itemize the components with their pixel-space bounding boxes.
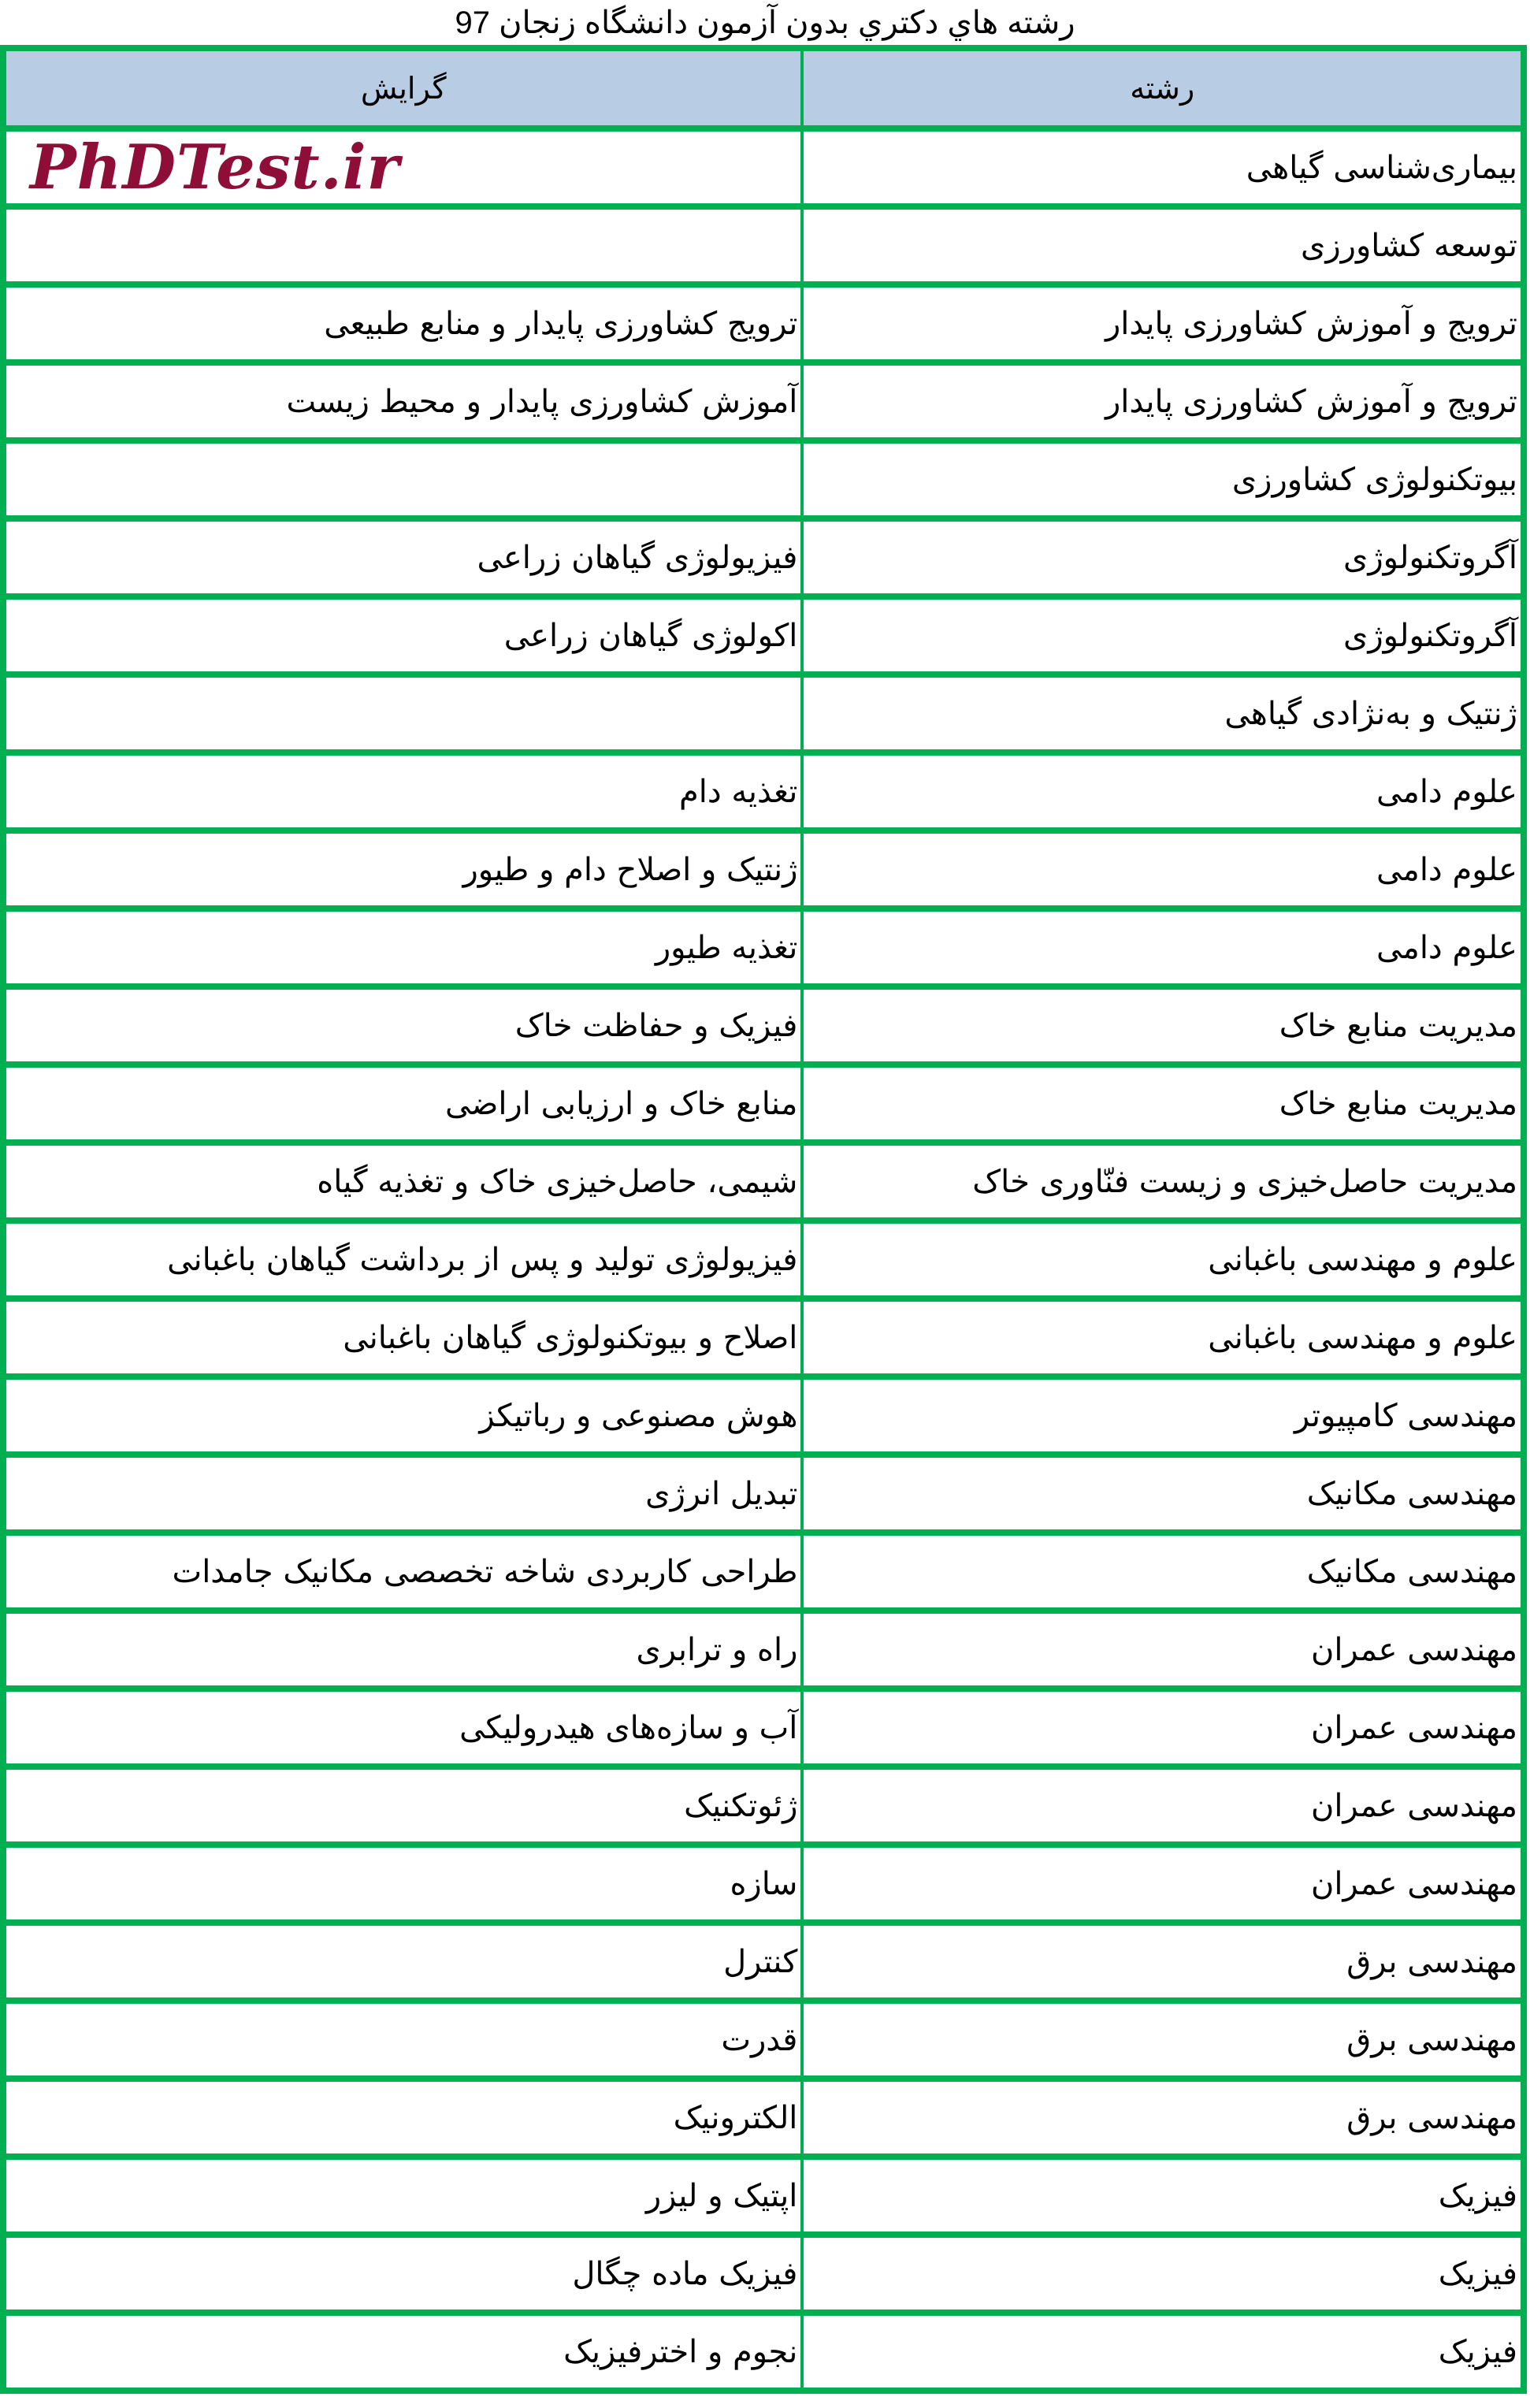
table-row bbox=[3, 1221, 1524, 1299]
cell-field: فیزیک bbox=[802, 2235, 1524, 2313]
cell-field: ترویج و آموزش کشاورزی پایدار bbox=[802, 284, 1524, 362]
cell-field: ژنتیک و به‌نژادی گیاهی bbox=[802, 674, 1524, 752]
table-row bbox=[3, 1143, 1524, 1221]
cell-specialization: فیزیک و حفاظت خاک bbox=[3, 987, 802, 1065]
cell-field: مهندسی عمران bbox=[802, 1845, 1524, 1923]
cell-field: مهندسی عمران bbox=[802, 1611, 1524, 1689]
table-row bbox=[3, 831, 1524, 909]
cell-specialization: الکترونیک bbox=[3, 2079, 802, 2157]
cell-specialization: کنترل bbox=[3, 1923, 802, 2001]
table-body bbox=[3, 128, 1524, 2391]
table-row bbox=[3, 1845, 1524, 1923]
cell-field: مهندسی برق bbox=[802, 2001, 1524, 2079]
cell-field: بیوتکنولوژی کشاورزی bbox=[802, 440, 1524, 518]
cell-specialization bbox=[3, 206, 802, 284]
cell-specialization: فیزیولوژی تولید و پس از برداشت گیاهان باغبانی bbox=[3, 1221, 802, 1299]
table-row bbox=[3, 1299, 1524, 1377]
table-row bbox=[3, 2313, 1524, 2391]
table-row bbox=[3, 1533, 1524, 1611]
cell-specialization: راه و ترابری bbox=[3, 1611, 802, 1689]
cell-specialization: آموزش کشاورزی پایدار و محیط زیست bbox=[3, 362, 802, 440]
cell-specialization: ترویج کشاورزی پایدار و منابع طبیعی bbox=[3, 284, 802, 362]
cell-field: آگروتکنولوژی bbox=[802, 596, 1524, 674]
cell-specialization: اصلاح و بیوتکنولوژی گیاهان باغبانی bbox=[3, 1299, 802, 1377]
table-row bbox=[3, 362, 1524, 440]
cell-specialization: منابع خاک و ارزیابی اراضی bbox=[3, 1065, 802, 1143]
cell-field: مهندسی برق bbox=[802, 1923, 1524, 2001]
cell-field: مهندسی عمران bbox=[802, 1767, 1524, 1845]
programs-table bbox=[0, 45, 1527, 2394]
cell-specialization: تبدیل انرژی bbox=[3, 1455, 802, 1533]
cell-specialization bbox=[3, 128, 802, 206]
cell-specialization: شیمی، حاصل‌خیزی خاک و تغذیه گیاه bbox=[3, 1143, 802, 1221]
table-row bbox=[3, 128, 1524, 206]
table-row bbox=[3, 674, 1524, 752]
table-row bbox=[3, 1689, 1524, 1767]
table-row bbox=[3, 752, 1524, 831]
cell-field: مدیریت حاصل‌خیزی و زیست فنّاوری خاک bbox=[802, 1143, 1524, 1221]
cell-field: فیزیک bbox=[802, 2157, 1524, 2235]
cell-field: علوم دامی bbox=[802, 831, 1524, 909]
cell-field: مهندسی عمران bbox=[802, 1689, 1524, 1767]
watermark-logo: PhDTest.ir bbox=[30, 131, 400, 203]
table-row bbox=[3, 440, 1524, 518]
cell-specialization: نجوم و اخترفیزیک bbox=[3, 2313, 802, 2391]
table-row bbox=[3, 1377, 1524, 1455]
table-row bbox=[3, 987, 1524, 1065]
cell-field: علوم دامی bbox=[802, 752, 1524, 831]
cell-specialization: قدرت bbox=[3, 2001, 802, 2079]
table-row bbox=[3, 1923, 1524, 2001]
cell-field: مهندسی برق bbox=[802, 2079, 1524, 2157]
cell-specialization bbox=[3, 440, 802, 518]
table-row bbox=[3, 1611, 1524, 1689]
cell-field: آگروتکنولوژی bbox=[802, 518, 1524, 596]
cell-specialization: فیزیولوژی گیاهان زراعی bbox=[3, 518, 802, 596]
cell-field: بیماری‌شناسی گیاهی bbox=[802, 128, 1524, 206]
cell-specialization: اکولوژی گیاهان زراعی bbox=[3, 596, 802, 674]
cell-specialization: آب و سازه‌های هیدرولیکی bbox=[3, 1689, 802, 1767]
cell-specialization: فیزیک ماده چگال bbox=[3, 2235, 802, 2313]
table-row bbox=[3, 2079, 1524, 2157]
table-row bbox=[3, 1455, 1524, 1533]
table-row bbox=[3, 909, 1524, 987]
cell-specialization: هوش مصنوعی و رباتیکز bbox=[3, 1377, 802, 1455]
cell-field: علوم دامی bbox=[802, 909, 1524, 987]
document-title: رشته هاي دكتري بدون آزمون دانشگاه زنجان 97 bbox=[455, 6, 1075, 40]
table-header-row bbox=[3, 48, 1524, 128]
header-specialization: گرایش bbox=[3, 48, 802, 128]
table-row bbox=[3, 2235, 1524, 2313]
cell-specialization bbox=[3, 674, 802, 752]
table-row bbox=[3, 1065, 1524, 1143]
table-row bbox=[3, 596, 1524, 674]
table-row bbox=[3, 518, 1524, 596]
cell-field: ترویج و آموزش کشاورزی پایدار bbox=[802, 362, 1524, 440]
cell-specialization: سازه bbox=[3, 1845, 802, 1923]
table-row bbox=[3, 1767, 1524, 1845]
cell-field: توسعه کشاورزی bbox=[802, 206, 1524, 284]
cell-field: مدیریت منابع خاک bbox=[802, 987, 1524, 1065]
cell-field: مهندسی مکانیک bbox=[802, 1455, 1524, 1533]
cell-specialization: ژنتیک و اصلاح دام و طیور bbox=[3, 831, 802, 909]
cell-specialization: طراحی کاربردی شاخه تخصصی مکانیک جامدات bbox=[3, 1533, 802, 1611]
table-row bbox=[3, 2001, 1524, 2079]
cell-specialization: تغذیه دام bbox=[3, 752, 802, 831]
table-row bbox=[3, 284, 1524, 362]
cell-field: علوم و مهندسی باغبانی bbox=[802, 1299, 1524, 1377]
table-row bbox=[3, 206, 1524, 284]
cell-specialization: تغذیه طیور bbox=[3, 909, 802, 987]
header-field: رشته bbox=[802, 48, 1524, 128]
cell-field: مدیریت منابع خاک bbox=[802, 1065, 1524, 1143]
cell-field: مهندسی مکانیک bbox=[802, 1533, 1524, 1611]
cell-specialization: اپتیک و لیزر bbox=[3, 2157, 802, 2235]
cell-field: علوم و مهندسی باغبانی bbox=[802, 1221, 1524, 1299]
cell-field: مهندسی کامپیوتر bbox=[802, 1377, 1524, 1455]
table-row bbox=[3, 2157, 1524, 2235]
cell-specialization: ژئوتکنیک bbox=[3, 1767, 802, 1845]
cell-field: فیزیک bbox=[802, 2313, 1524, 2391]
